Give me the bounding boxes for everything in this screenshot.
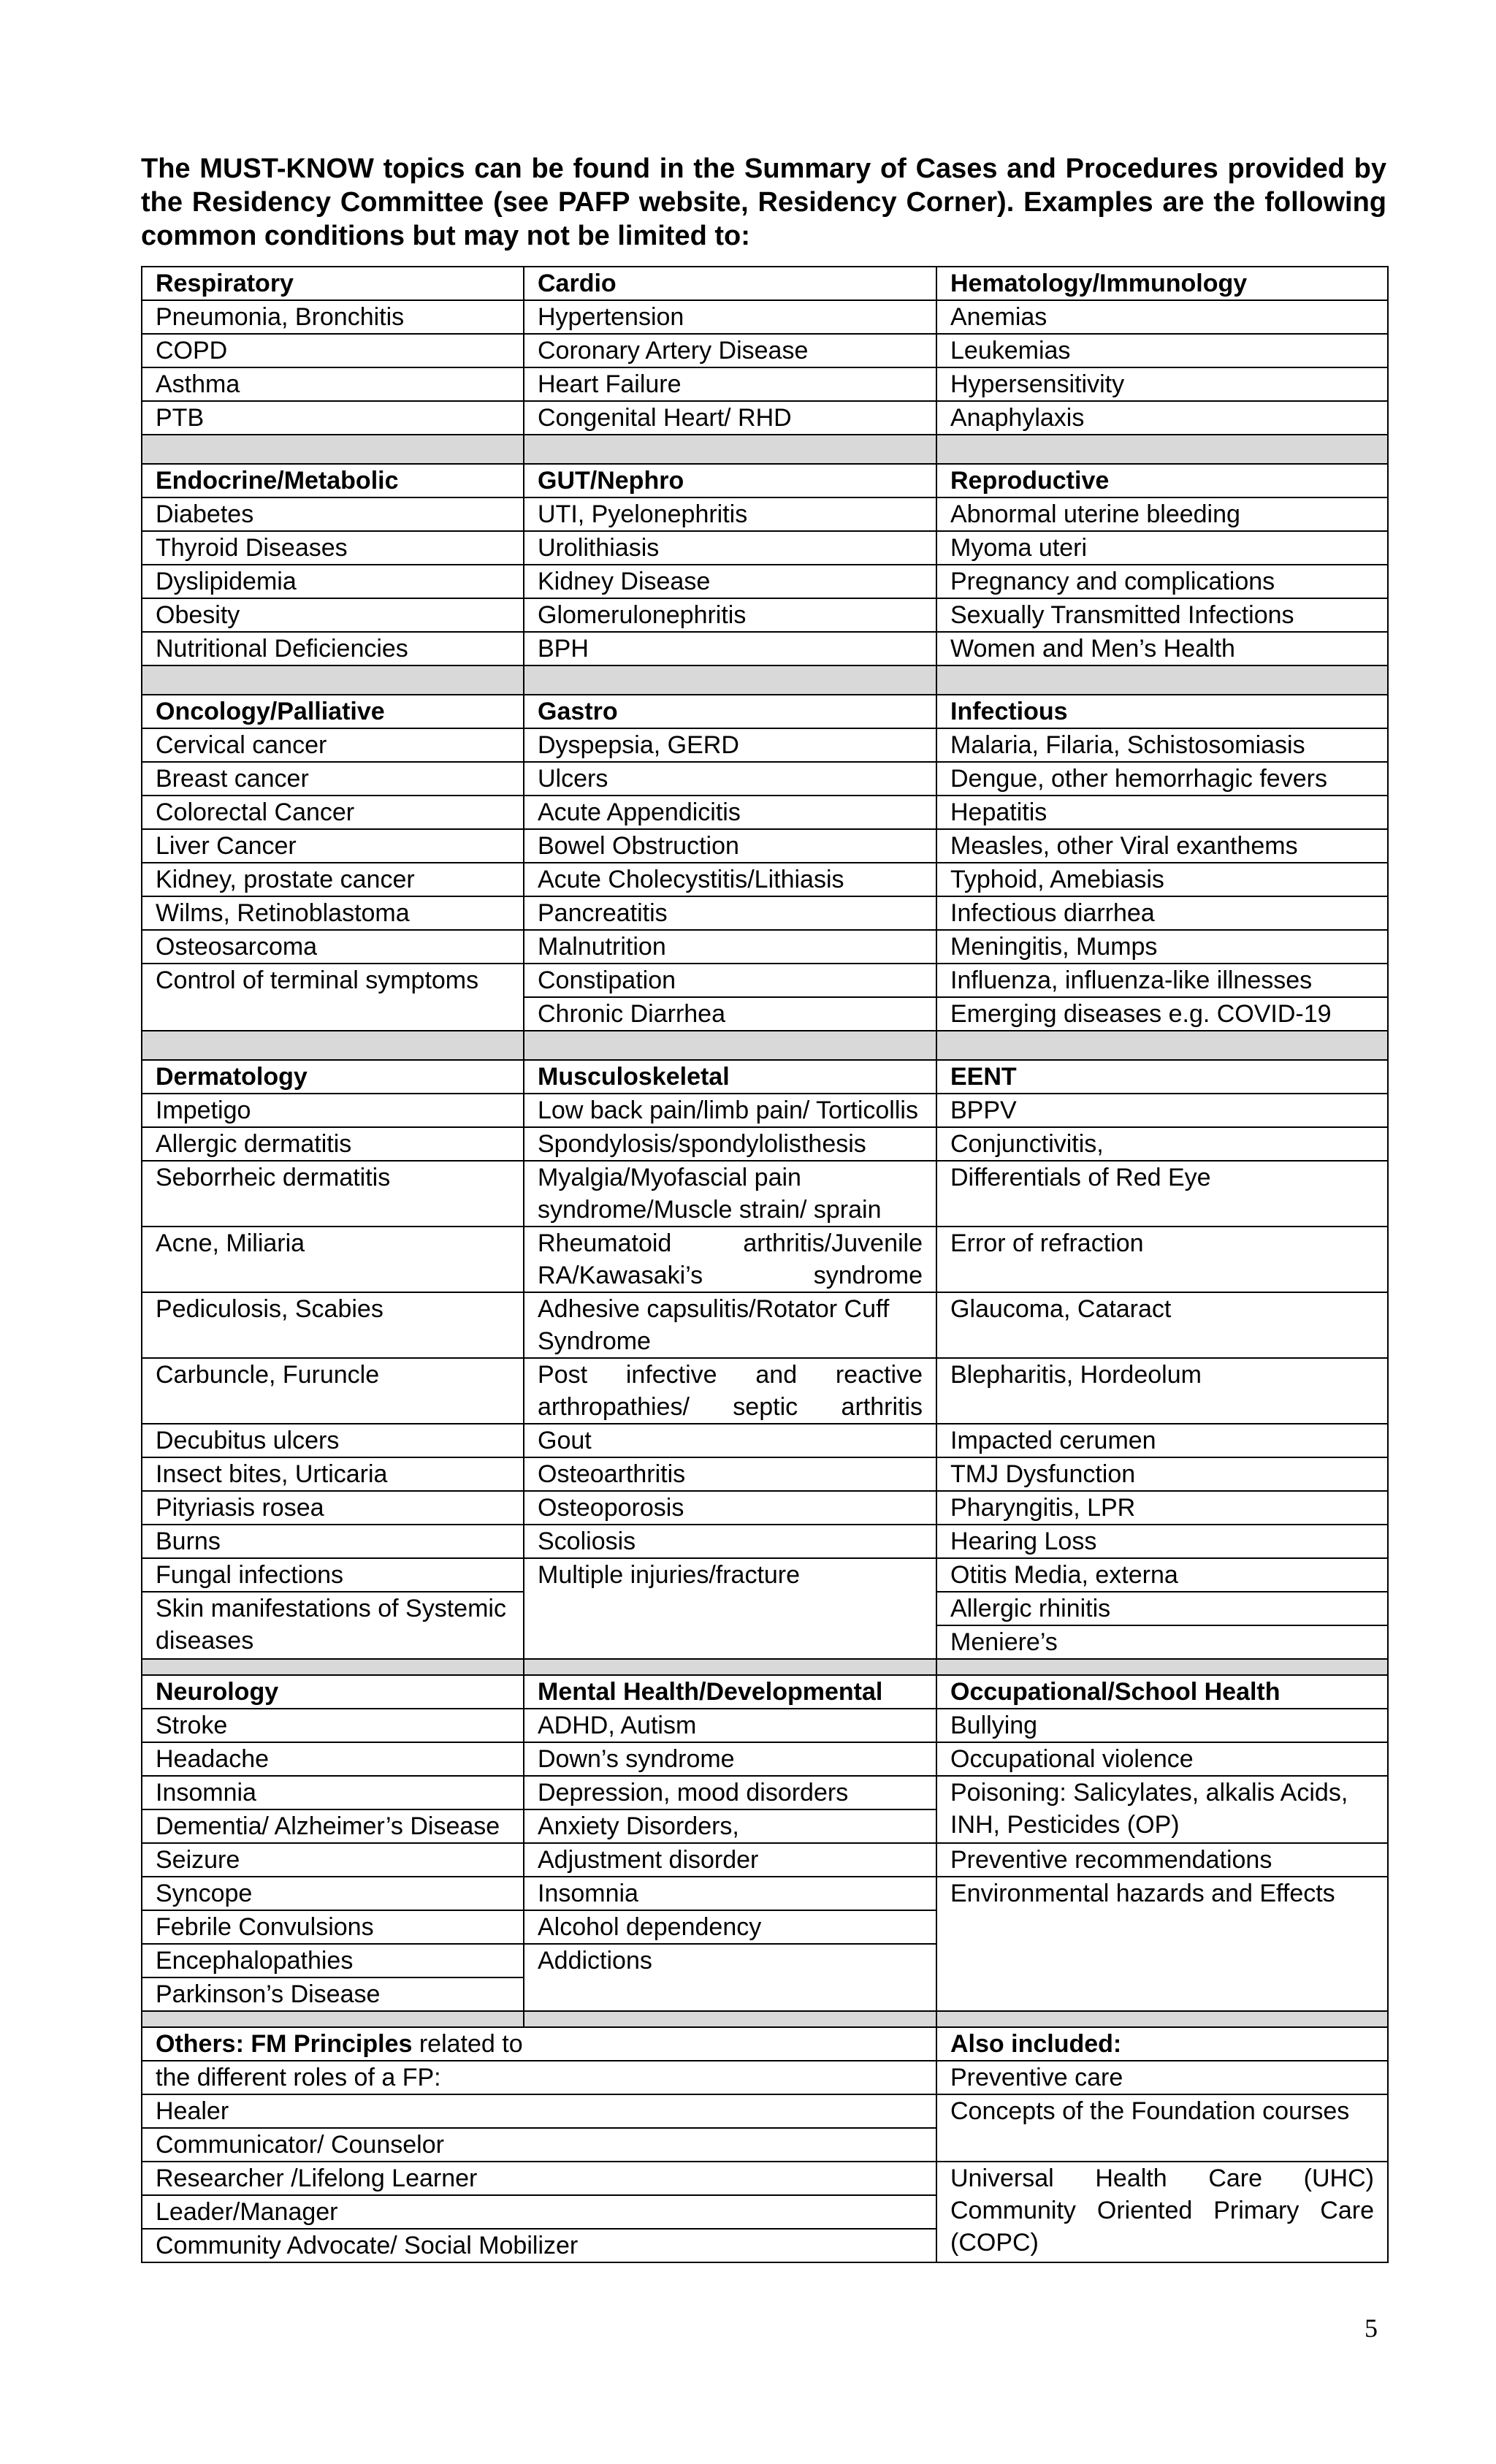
table-cell: Otitis Media, externa: [936, 1558, 1388, 1592]
table-cell: Meniere’s: [936, 1625, 1388, 1659]
table-cell: Insect bites, Urticaria: [142, 1457, 524, 1491]
category-header: Gastro: [524, 695, 936, 728]
table-row: [142, 2061, 1388, 2094]
table-header-row: [142, 1675, 1388, 1709]
table-cell: Adjustment disorder: [524, 1843, 936, 1877]
table-cell: Spondylosis/spondylolisthesis: [524, 1127, 936, 1161]
table-row: [142, 497, 1388, 531]
table-cell: Osteoporosis: [524, 1491, 936, 1525]
category-header: Dermatology: [142, 1060, 524, 1094]
table-cell: Bowel Obstruction: [524, 829, 936, 863]
table-cell: Dengue, other hemorrhagic fevers: [936, 762, 1388, 796]
table-cell: Emerging diseases e.g. COVID-19: [936, 997, 1388, 1031]
table-row: [142, 1094, 1388, 1127]
table-cell: Universal Health Care (UHC) Community Oriented Primary Care (COPC): [936, 2162, 1388, 2262]
table-cell: Kidney, prostate cancer: [142, 863, 524, 896]
table-row: [142, 796, 1388, 829]
table-cell: Obesity: [142, 598, 524, 632]
table-cell: Meningitis, Mumps: [936, 930, 1388, 964]
section-separator: [142, 1659, 1388, 1675]
table-row: [142, 300, 1388, 334]
table-cell: Women and Men’s Health: [936, 632, 1388, 665]
intro-paragraph: The MUST-KNOW topics can be found in the Summary of Cases and Procedures provided by the Residency Committee (see PAFP website, Residency Corner). Examples are the following common conditions but may not be limited to:: [141, 153, 1386, 251]
table-row: [142, 829, 1388, 863]
table-cell: BPPV: [936, 1094, 1388, 1127]
table-header-row: [142, 695, 1388, 728]
table-cell: Osteoarthritis: [524, 1457, 936, 1491]
table-cell: Scoliosis: [524, 1525, 936, 1558]
table-cell: Pediculosis, Scabies: [142, 1292, 524, 1358]
table-cell: Decubitus ulcers: [142, 1424, 524, 1457]
table-cell: Dyslipidemia: [142, 565, 524, 598]
table-cell: Pharyngitis, LPR: [936, 1491, 1388, 1525]
table-cell: Insomnia: [524, 1877, 936, 1910]
table-header-row: [142, 2027, 1388, 2061]
others-header-bold: Others: FM Principles: [156, 2030, 413, 2058]
table-row: [142, 762, 1388, 796]
table-row: [142, 1491, 1388, 1525]
table-cell: Preventive care: [936, 2061, 1388, 2094]
table-cell: Control of terminal symptoms: [142, 964, 524, 1031]
table-cell: Anemias: [936, 300, 1388, 334]
table-row: [142, 964, 1388, 997]
table-cell: Coronary Artery Disease: [524, 334, 936, 367]
category-header: Mental Health/Developmental: [524, 1675, 936, 1709]
table-cell: Post infective and reactive arthropathies/ septic arthritis: [524, 1358, 936, 1424]
table-cell: Researcher /Lifelong Learner: [142, 2162, 936, 2195]
table-cell: BPH: [524, 632, 936, 665]
table-row: [142, 334, 1388, 367]
table-row: [142, 1424, 1388, 1457]
table-cell: Insomnia: [142, 1776, 524, 1809]
table-cell: Hepatitis: [936, 796, 1388, 829]
category-header: EENT: [936, 1060, 1388, 1094]
table-row: [142, 632, 1388, 665]
table-cell: Dementia/ Alzheimer’s Disease: [142, 1809, 524, 1843]
category-header: Occupational/School Health: [936, 1675, 1388, 1709]
table-cell: Dyspepsia, GERD: [524, 728, 936, 762]
others-header-rest: related to: [412, 2030, 523, 2058]
table-cell: Myoma uteri: [936, 531, 1388, 565]
table-cell: Measles, other Viral exanthems: [936, 829, 1388, 863]
table-cell: Cervical cancer: [142, 728, 524, 762]
table-row: [142, 1742, 1388, 1776]
table-cell: Error of refraction: [936, 1227, 1388, 1292]
category-header: Infectious: [936, 695, 1388, 728]
category-header: GUT/Nephro: [524, 464, 936, 497]
table-row: [142, 1292, 1388, 1358]
table-cell: Occupational violence: [936, 1742, 1388, 1776]
section-separator: [142, 435, 1388, 464]
table-cell: Diabetes: [142, 497, 524, 531]
section-separator: [142, 1031, 1388, 1060]
table-cell: Carbuncle, Furuncle: [142, 1358, 524, 1424]
table-cell: Conjunctivitis,: [936, 1127, 1388, 1161]
table-cell: Congenital Heart/ RHD: [524, 401, 936, 435]
others-header: [142, 2027, 936, 2061]
table-cell: Bullying: [936, 1709, 1388, 1742]
table-cell: Encephalopathies: [142, 1944, 524, 1977]
table-cell: Infectious diarrhea: [936, 896, 1388, 930]
category-header: Musculoskeletal: [524, 1060, 936, 1094]
table-cell: Pancreatitis: [524, 896, 936, 930]
table-cell: Environmental hazards and Effects: [936, 1877, 1388, 2011]
table-cell: Pregnancy and complications: [936, 565, 1388, 598]
table-row: [142, 728, 1388, 762]
table-cell: Nutritional Deficiencies: [142, 632, 524, 665]
table-cell: Down’s syndrome: [524, 1742, 936, 1776]
table-cell: Syncope: [142, 1877, 524, 1910]
table-cell: Alcohol dependency: [524, 1910, 936, 1944]
section-separator: [142, 2011, 1388, 2027]
table-row: [142, 1358, 1388, 1424]
table-cell: Pityriasis rosea: [142, 1491, 524, 1525]
also-included-header: Also included:: [936, 2027, 1388, 2061]
table-cell: Allergic rhinitis: [936, 1592, 1388, 1625]
table-cell: Community Advocate/ Social Mobilizer: [142, 2229, 936, 2262]
table-row: [142, 531, 1388, 565]
table-row: [142, 2162, 1388, 2195]
table-cell: Influenza, influenza-like illnesses: [936, 964, 1388, 997]
table-cell: Hypersensitivity: [936, 367, 1388, 401]
table-cell: Acute Appendicitis: [524, 796, 936, 829]
table-cell: Depression, mood disorders: [524, 1776, 936, 1809]
category-header: Neurology: [142, 1675, 524, 1709]
table-cell: Breast cancer: [142, 762, 524, 796]
table-cell: Seizure: [142, 1843, 524, 1877]
table-cell: Seborrheic dermatitis: [142, 1161, 524, 1227]
table-cell: Preventive recommendations: [936, 1843, 1388, 1877]
table-cell: Differentials of Red Eye: [936, 1161, 1388, 1227]
table-cell: Leukemias: [936, 334, 1388, 367]
table-cell: Acute Cholecystitis/Lithiasis: [524, 863, 936, 896]
table-row: [142, 896, 1388, 930]
table-cell: Headache: [142, 1742, 524, 1776]
table-cell: Constipation: [524, 964, 936, 997]
table-row: [142, 1161, 1388, 1227]
table-cell: Liver Cancer: [142, 829, 524, 863]
table-cell: Communicator/ Counselor: [142, 2128, 936, 2162]
category-header: Oncology/Palliative: [142, 695, 524, 728]
table-header-row: [142, 267, 1388, 300]
table-row: [142, 1776, 1388, 1809]
table-cell: Sexually Transmitted Infections: [936, 598, 1388, 632]
table-cell: Concepts of the Foundation courses: [936, 2094, 1388, 2162]
table-cell: Malnutrition: [524, 930, 936, 964]
table-row: [142, 565, 1388, 598]
table-cell: Impacted cerumen: [936, 1424, 1388, 1457]
table-cell: Rheumatoid arthritis/Juvenile RA/Kawasaki’s syndrome: [524, 1227, 936, 1292]
table-cell: Gout: [524, 1424, 936, 1457]
table-cell: TMJ Dysfunction: [936, 1457, 1388, 1491]
table-cell: UTI, Pyelonephritis: [524, 497, 936, 531]
table-cell: Hearing Loss: [936, 1525, 1388, 1558]
table-cell: Ulcers: [524, 762, 936, 796]
table-cell: Colorectal Cancer: [142, 796, 524, 829]
table-cell: Heart Failure: [524, 367, 936, 401]
table-cell: Asthma: [142, 367, 524, 401]
table-cell: Chronic Diarrhea: [524, 997, 936, 1031]
table-cell: Urolithiasis: [524, 531, 936, 565]
table-row: [142, 401, 1388, 435]
table-row: [142, 1843, 1388, 1877]
table-cell: Parkinson’s Disease: [142, 1977, 524, 2011]
table-cell: Poisoning: Salicylates, alkalis Acids, INH, Pesticides (OP): [936, 1776, 1388, 1843]
topics-table: [141, 266, 1389, 2263]
table-cell: Skin manifestations of Systemic diseases: [142, 1592, 524, 1659]
table-row: [142, 1127, 1388, 1161]
table-cell: ADHD, Autism: [524, 1709, 936, 1742]
table-row: [142, 367, 1388, 401]
table-row: [142, 1227, 1388, 1292]
table-row: [142, 1558, 1388, 1592]
table-cell: Acne, Miliaria: [142, 1227, 524, 1292]
table-cell: Wilms, Retinoblastoma: [142, 896, 524, 930]
table-cell: PTB: [142, 401, 524, 435]
category-header: Endocrine/Metabolic: [142, 464, 524, 497]
table-cell: Febrile Convulsions: [142, 1910, 524, 1944]
table-cell: Glaucoma, Cataract: [936, 1292, 1388, 1358]
category-header: Reproductive: [936, 464, 1388, 497]
table-row: [142, 1525, 1388, 1558]
table-cell: Multiple injuries/fracture: [524, 1558, 936, 1659]
table-cell: Thyroid Diseases: [142, 531, 524, 565]
table-cell: Allergic dermatitis: [142, 1127, 524, 1161]
page-number: 5: [1365, 2314, 1378, 2343]
table-cell: Malaria, Filaria, Schistosomiasis: [936, 728, 1388, 762]
table-cell: Anxiety Disorders,: [524, 1809, 936, 1843]
table-row: [142, 930, 1388, 964]
table-row: [142, 863, 1388, 896]
table-row: [142, 2094, 1388, 2128]
table-cell: Typhoid, Amebiasis: [936, 863, 1388, 896]
table-cell: Myalgia/Myofascial pain syndrome/Muscle strain/ sprain: [524, 1161, 936, 1227]
table-row: [142, 1877, 1388, 1910]
table-cell: Blepharitis, Hordeolum: [936, 1358, 1388, 1424]
table-cell: Addictions: [524, 1944, 936, 2011]
table-cell: Abnormal uterine bleeding: [936, 497, 1388, 531]
table-cell: Impetigo: [142, 1094, 524, 1127]
category-header: Respiratory: [142, 267, 524, 300]
table-header-row: [142, 1060, 1388, 1094]
table-cell: Pneumonia, Bronchitis: [142, 300, 524, 334]
table-row: [142, 598, 1388, 632]
table-cell: Glomerulonephritis: [524, 598, 936, 632]
table-cell: Fungal infections: [142, 1558, 524, 1592]
table-row: [142, 1709, 1388, 1742]
table-cell: Anaphylaxis: [936, 401, 1388, 435]
table-cell: Burns: [142, 1525, 524, 1558]
category-header: Cardio: [524, 267, 936, 300]
table-cell: Adhesive capsulitis/Rotator Cuff Syndrome: [524, 1292, 936, 1358]
table-cell: COPD: [142, 334, 524, 367]
table-cell: Healer: [142, 2094, 936, 2128]
table-cell: Osteosarcoma: [142, 930, 524, 964]
table-header-row: [142, 464, 1388, 497]
table-cell: Leader/Manager: [142, 2195, 936, 2229]
table-cell: Stroke: [142, 1709, 524, 1742]
table-cell: Hypertension: [524, 300, 936, 334]
table-cell: Kidney Disease: [524, 565, 936, 598]
table-cell: the different roles of a FP:: [142, 2061, 936, 2094]
table-row: [142, 1457, 1388, 1491]
table-cell: Low back pain/limb pain/ Torticollis: [524, 1094, 936, 1127]
category-header: Hematology/Immunology: [936, 267, 1388, 300]
section-separator: [142, 665, 1388, 695]
